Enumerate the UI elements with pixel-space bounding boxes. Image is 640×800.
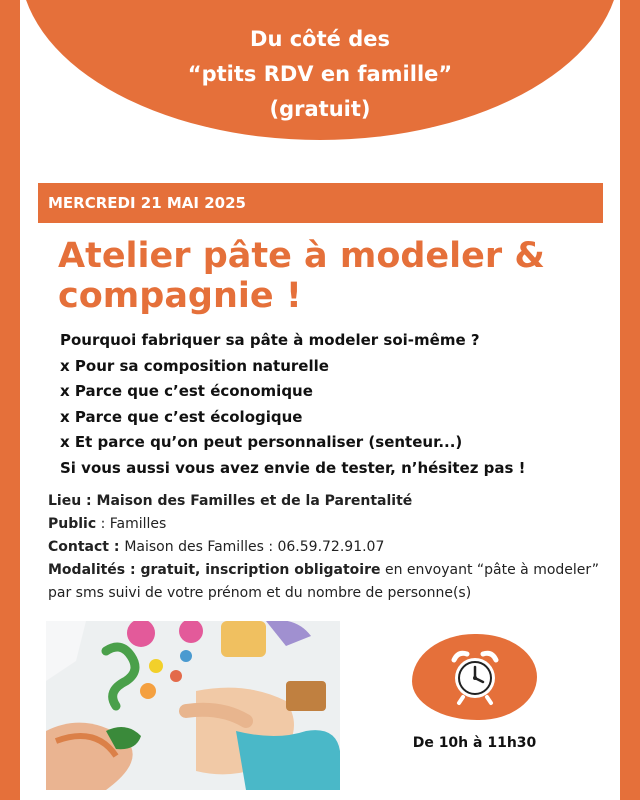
title-line-1: Atelier pâte à modeler & — [58, 236, 545, 276]
date-banner: MERCREDI 21 MAI 2025 — [38, 183, 603, 223]
header-line-3: (gratuit) — [269, 97, 371, 121]
contact-value: Maison des Familles : 06.59.72.91.07 — [124, 539, 385, 555]
reason-item: x Parce que c’est économique — [60, 382, 313, 401]
public-label: Public — [48, 516, 97, 532]
header-line-2: “ptits RDV en famille” — [187, 62, 453, 86]
playdough-photo — [46, 621, 340, 790]
header — [20, 22, 620, 127]
lieu-text: Lieu : Maison des Familles et de la Parentalité — [48, 493, 413, 509]
page-title — [58, 236, 598, 316]
title-line-2: compagnie ! — [58, 276, 302, 316]
modalites-label: Modalités : gratuit, inscription obligatoire — [48, 562, 381, 578]
public-value: : Familles — [96, 516, 167, 532]
contact-label: Contact : — [48, 539, 125, 555]
info-contact — [48, 536, 608, 559]
info-lieu — [48, 490, 608, 513]
schedule-time: De 10h à 11h30 — [412, 735, 537, 751]
reasons-list — [60, 328, 605, 482]
reasons-invitation: Si vous aussi vous avez envie de tester, n’hésitez pas ! — [60, 458, 526, 477]
reason-item: x Parce que c’est écologique — [60, 407, 303, 426]
alarm-clock-icon — [449, 648, 501, 706]
reason-item: x Pour sa composition naturelle — [60, 356, 329, 375]
practical-info — [48, 490, 608, 605]
header-line-1: Du côté des — [250, 27, 390, 51]
flyer — [20, 0, 620, 800]
info-public — [48, 513, 608, 536]
modalites-value: en envoyant “pâte à modeler” par sms suivi de votre prénom et du nombre de personne(s) — [48, 562, 600, 601]
info-modalites — [48, 559, 608, 605]
reason-item: x Et parce qu’on peut personnaliser (senteur...) — [60, 433, 463, 452]
schedule-badge — [412, 634, 537, 720]
reasons-question: Pourquoi fabriquer sa pâte à modeler soi-même ? — [60, 331, 480, 349]
